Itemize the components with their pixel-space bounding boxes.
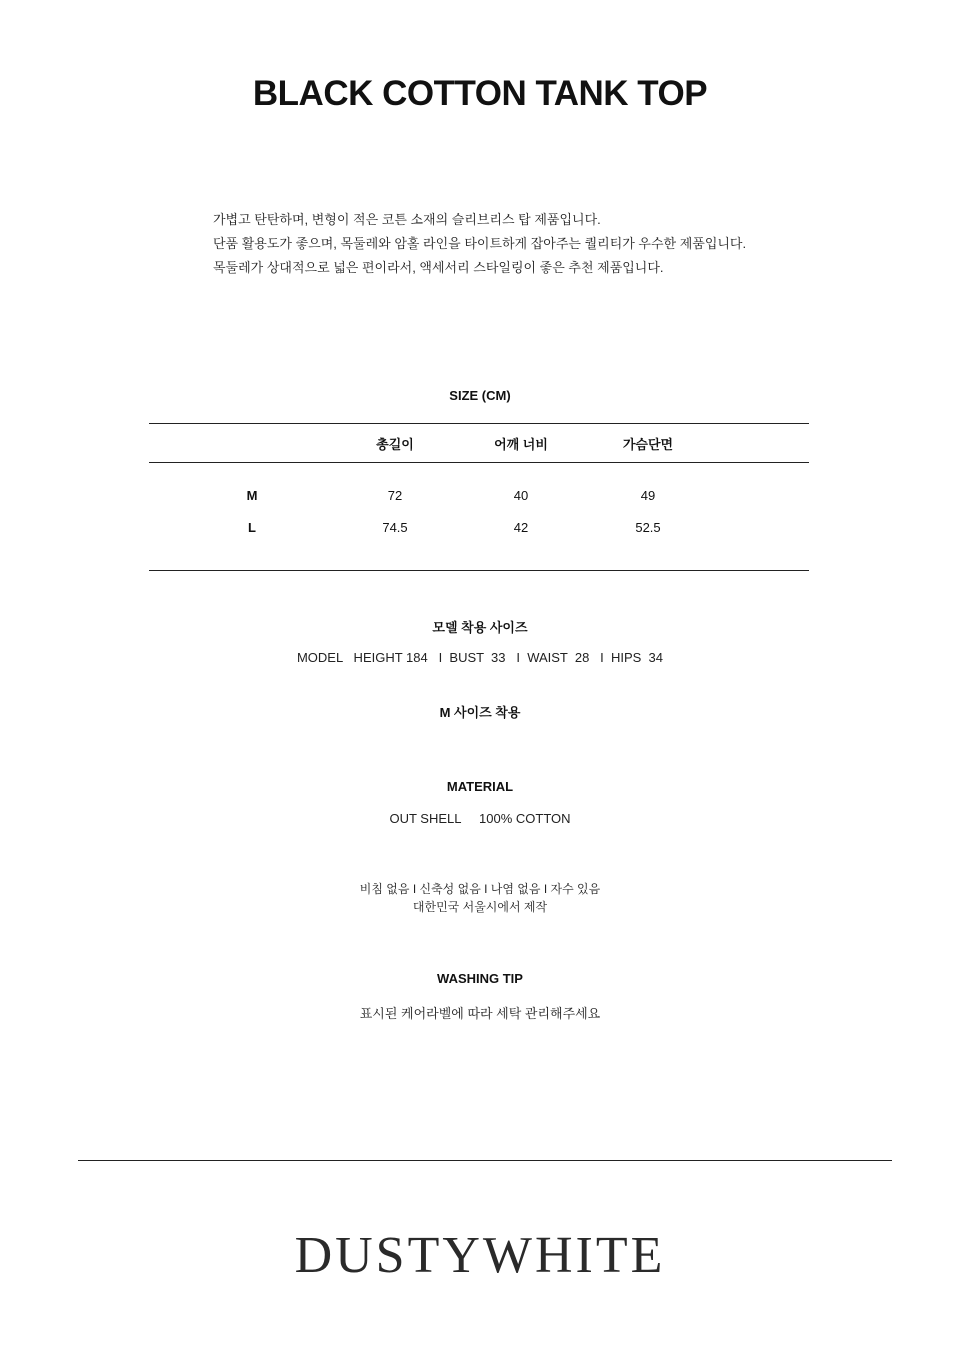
size-value: 40	[513, 488, 529, 503]
washing-content: 표시된 케어라벨에 따라 세탁 관리해주세요	[359, 1006, 601, 1021]
product-description	[213, 208, 853, 280]
column-header-chest: 가슴단면	[622, 437, 674, 452]
material-heading: MATERIAL	[446, 779, 514, 794]
size-value: 42	[513, 520, 529, 535]
product-title: BLACK COTTON TANK TOP	[252, 74, 708, 113]
fabric-features: 비침 없음 I 신축성 없음 I 나염 없음 I 자수 있음	[359, 882, 601, 896]
model-heading: 모델 착용 사이즈	[432, 620, 528, 635]
size-value: 49	[640, 488, 656, 503]
size-label: M	[246, 488, 258, 503]
size-heading: SIZE (CM)	[449, 388, 511, 403]
washing-heading: WASHING TIP	[437, 971, 523, 986]
size-value: 72	[387, 488, 403, 503]
brand-logo: DUSTYWHITE	[294, 1227, 666, 1284]
material-content: OUT SHELL 100% COTTON	[389, 811, 571, 826]
size-value: 74.5	[382, 520, 408, 535]
description-line: 가볍고 탄탄하며, 변형이 적은 코튼 소재의 슬리브리스 탑 제품입니다.	[213, 212, 601, 227]
column-header-shoulder: 어깨 너비	[494, 437, 548, 452]
size-label: L	[248, 520, 256, 535]
table-header-divider	[149, 462, 809, 463]
model-wearing-size: M 사이즈 착용	[439, 705, 521, 720]
model-specs: MODEL HEIGHT 184 I BUST 33 I WAIST 28 I HIPS 34	[296, 650, 664, 665]
description-line: 단품 활용도가 좋으며, 목둘레와 암홀 라인을 타이트하게 잡아주는 퀄리티가 우수한 제품입니다.	[213, 236, 747, 251]
origin-text: 대한민국 서울시에서 제작	[412, 900, 548, 914]
table-bottom-divider	[149, 570, 809, 571]
size-value: 52.5	[635, 520, 661, 535]
column-header-length: 총길이	[376, 437, 414, 452]
footer-divider	[78, 1160, 892, 1161]
description-line: 목둘레가 상대적으로 넓은 편이라서, 액세서리 스타일링이 좋은 추천 제품입니다.	[213, 260, 664, 275]
table-top-divider	[149, 423, 809, 424]
